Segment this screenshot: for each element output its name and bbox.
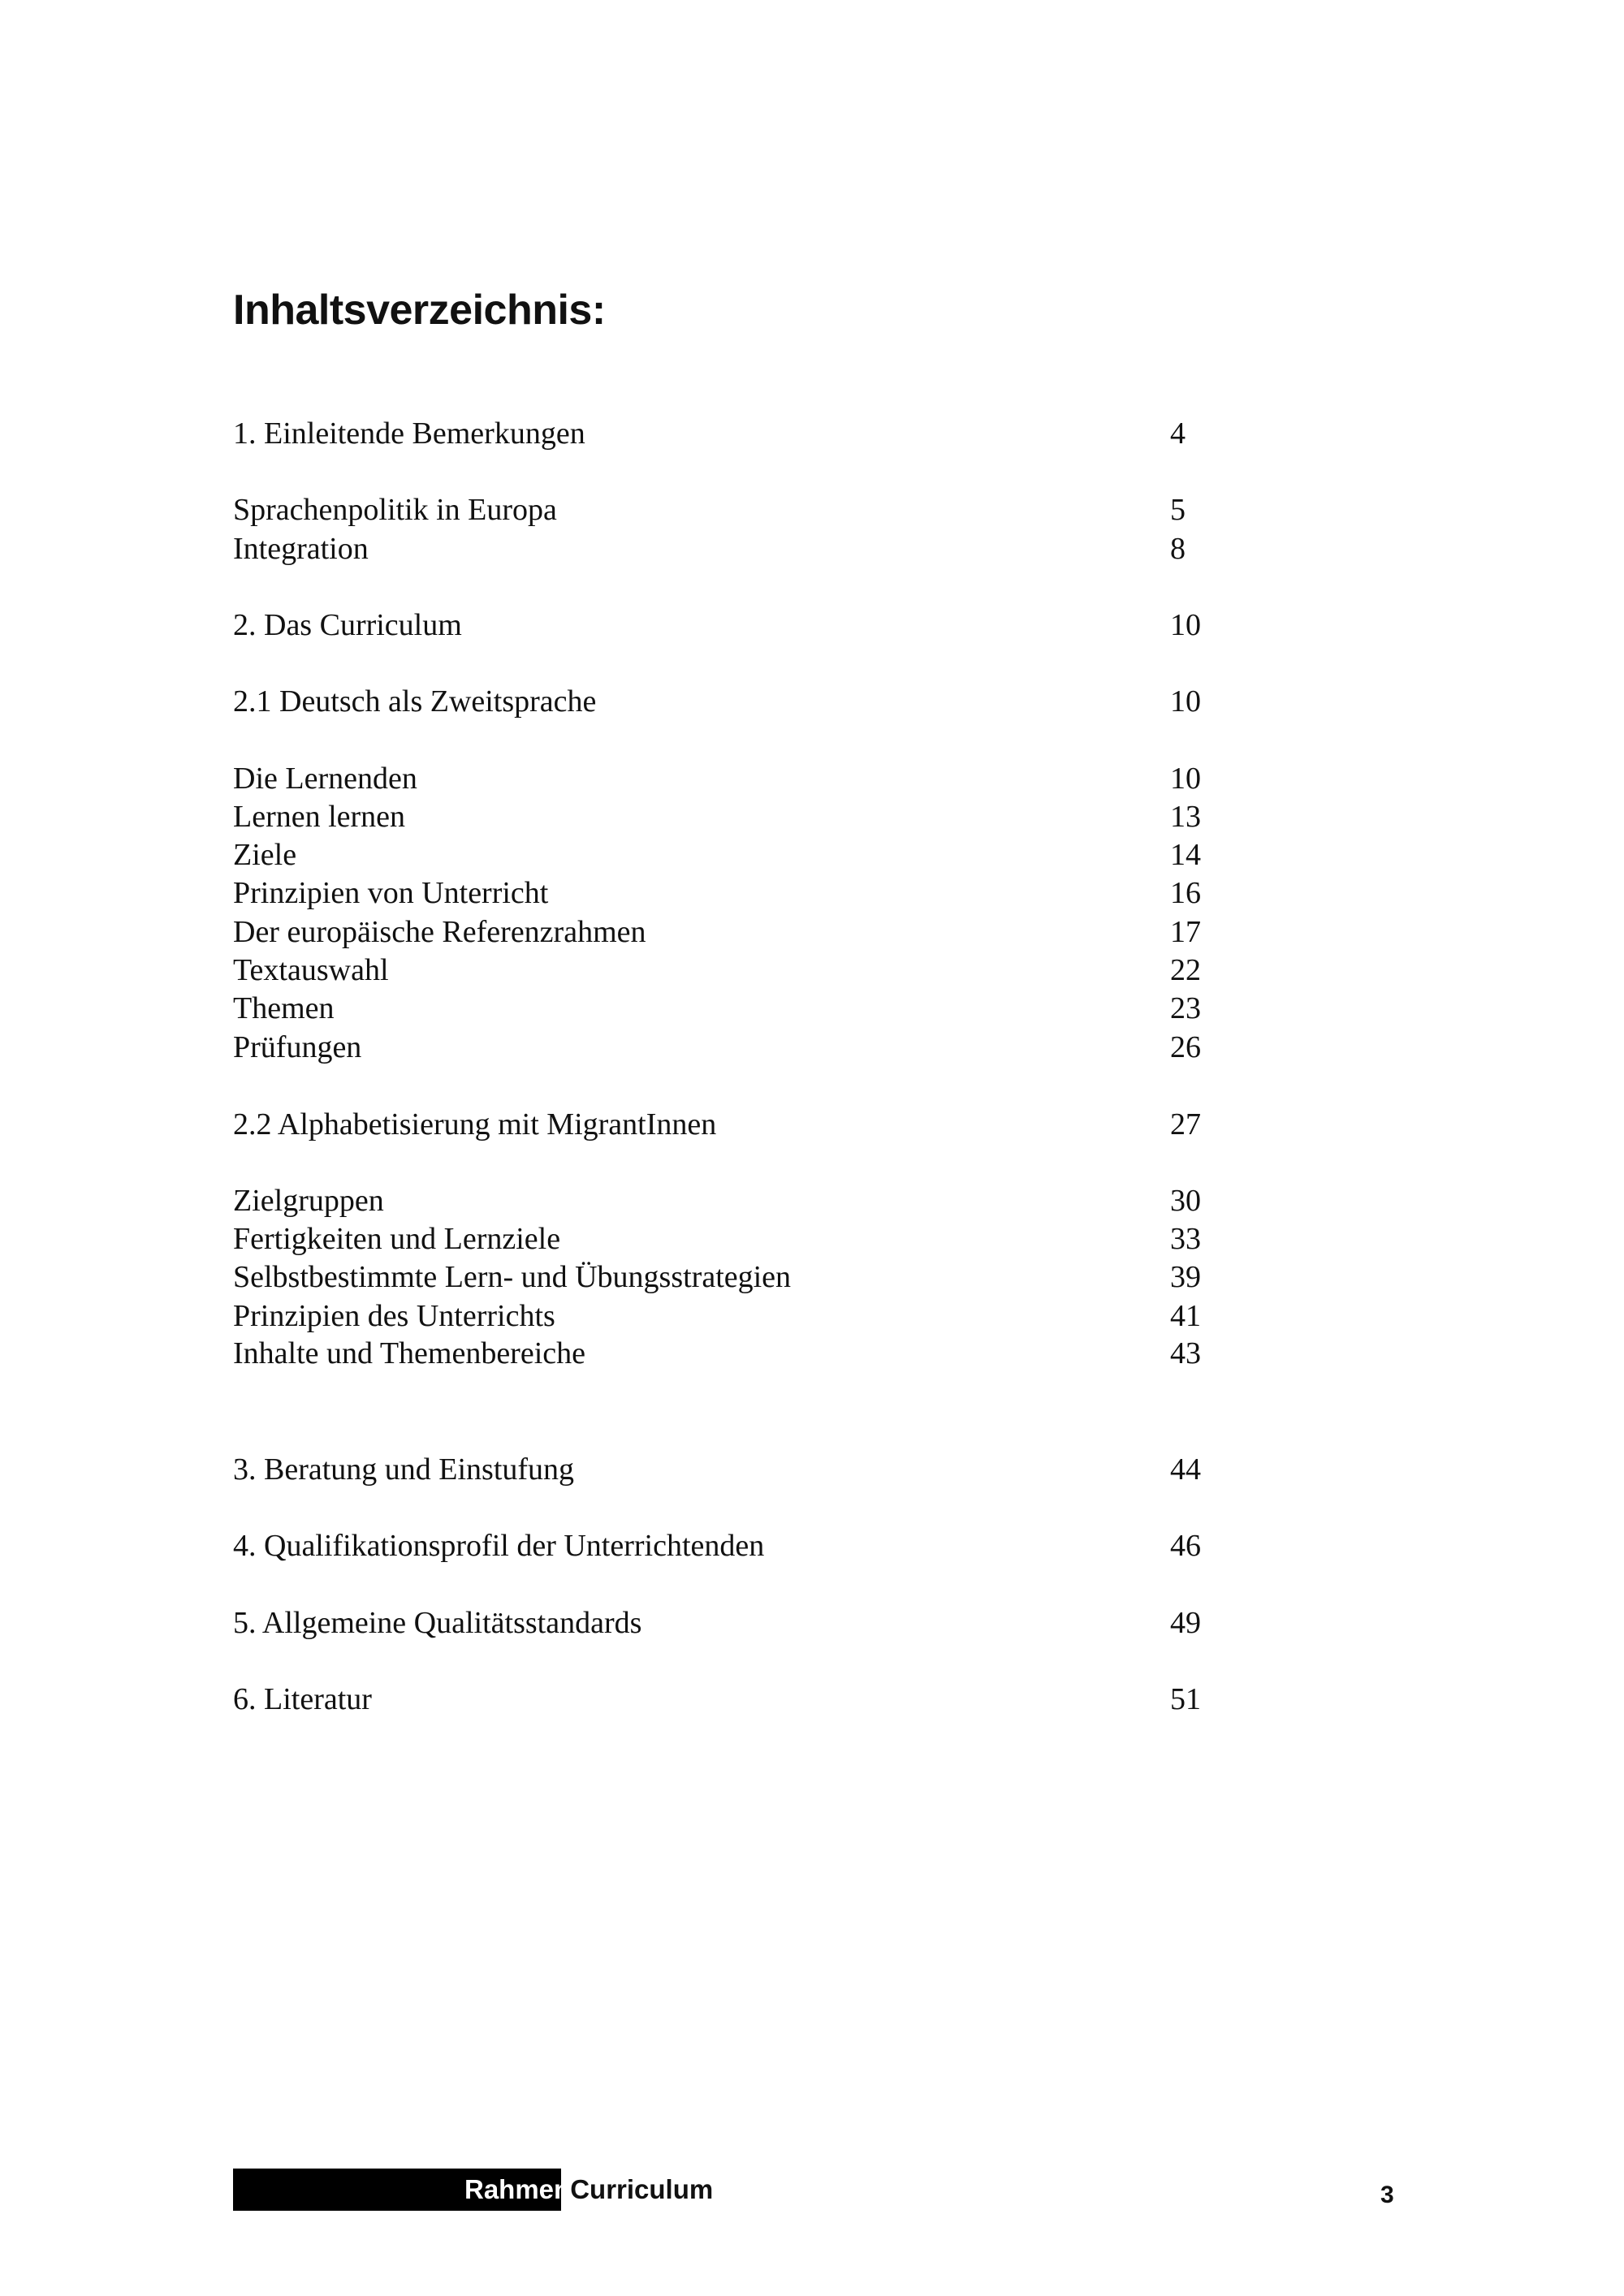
toc-entry-page: 4 [1170,416,1186,451]
toc-entry[interactable] [233,874,1207,913]
toc-entry-page: 33 [1170,1222,1201,1256]
toc-entry-page: 27 [1170,1107,1201,1142]
toc-entry-page: 49 [1170,1606,1201,1640]
toc-entry-label: Integration [233,532,369,566]
toc-entry-label: Der europäische Referenzrahmen [233,915,646,949]
toc-entry-label: Textauswahl [233,953,389,987]
toc-entry-page: 22 [1170,953,1201,987]
toc-entry[interactable] [233,490,1207,529]
toc-entry-page: 13 [1170,800,1201,834]
toc-entry[interactable] [233,1181,1207,1220]
toc-entry[interactable] [233,1334,1207,1373]
toc-entry-page: 23 [1170,991,1201,1025]
toc-entry-page: 51 [1170,1682,1201,1716]
toc-entry-label: 2. Das Curriculum [233,608,462,642]
toc-entry[interactable] [233,414,1207,453]
toc-entry-label: Prinzipien des Unterrichts [233,1299,555,1333]
toc-entry-page: 10 [1170,684,1201,719]
toc-entry[interactable] [233,1526,1207,1565]
toc-entry-page: 8 [1170,532,1186,566]
footer-brand-curriculum: Curriculum [570,2174,714,2204]
toc-entry-label: Prüfungen [233,1030,362,1064]
toc-entry-page: 46 [1170,1529,1201,1563]
toc-entry-label: Ziele [233,838,297,872]
toc-entry-page: 44 [1170,1452,1201,1487]
toc-entry-label: Inhalte und Themenbereiche [233,1336,585,1370]
page-number: 3 [1380,2182,1394,2208]
toc-entry-label: Selbstbestimmte Lern- und Übungsstrategien [233,1260,792,1294]
toc-entry-page: 14 [1170,838,1201,872]
toc-entry-label: Fertigkeiten und Lernziele [233,1222,561,1256]
toc-entry-page: 10 [1170,608,1201,642]
toc-entry[interactable] [233,1450,1207,1489]
toc-entry-page: 16 [1170,876,1201,910]
toc-entry[interactable] [233,951,1207,990]
toc-entry-page: 26 [1170,1030,1201,1064]
toc-entry[interactable] [233,682,1207,721]
toc-entry-label: Zielgruppen [233,1184,384,1218]
toc-entry-page: 30 [1170,1184,1201,1218]
toc-entry[interactable] [233,1680,1207,1719]
toc-entry-label: 6. Literatur [233,1682,372,1716]
toc-entry-page: 43 [1170,1336,1201,1370]
toc-entry-label: 2.1 Deutsch als Zweitsprache [233,684,597,719]
toc-entry-label: Prinzipien von Unterricht [233,876,549,910]
toc-entry[interactable] [233,1603,1207,1642]
toc-entry[interactable] [233,1105,1207,1144]
toc-entry-label: Lernen lernen [233,800,406,834]
footer-brand [464,2170,713,2209]
toc-entry-page: 17 [1170,915,1201,949]
toc-entry-label: Sprachenpolitik in Europa [233,493,557,527]
toc-entry[interactable] [233,1028,1207,1067]
toc-entry[interactable] [233,835,1207,874]
footer-brand-rahmen: Rahmen [464,2174,571,2204]
toc-entry[interactable] [233,606,1207,645]
toc-entry-label: 5. Allgemeine Qualitätsstandards [233,1606,642,1640]
toc-entry-page: 10 [1170,762,1201,796]
toc-entry[interactable] [233,797,1207,836]
toc-entry-label: Themen [233,991,335,1025]
toc-entry-label: Die Lernenden [233,762,417,796]
toc-entry-label: 4. Qualifikationsprofil der Unterrichtenden [233,1529,765,1563]
toc-entry[interactable] [233,1219,1207,1258]
toc-entry[interactable] [233,989,1207,1028]
toc-entry-label: 2.2 Alphabetisierung mit MigrantInnen [233,1107,717,1142]
toc-entry[interactable] [233,529,1207,568]
toc-entry-page: 5 [1170,493,1186,527]
toc-entry-page: 39 [1170,1260,1201,1294]
toc-entry-label: 3. Beratung und Einstufung [233,1452,575,1487]
toc-entry-label: 1. Einleitende Bemerkungen [233,416,585,451]
toc-entry-page: 41 [1170,1299,1201,1333]
page-title: Inhaltsverzeichnis: [233,287,606,334]
toc-entry[interactable] [233,1258,1207,1297]
toc-entry[interactable] [233,759,1207,798]
toc-entry[interactable] [233,913,1207,952]
toc-entry[interactable] [233,1297,1207,1336]
